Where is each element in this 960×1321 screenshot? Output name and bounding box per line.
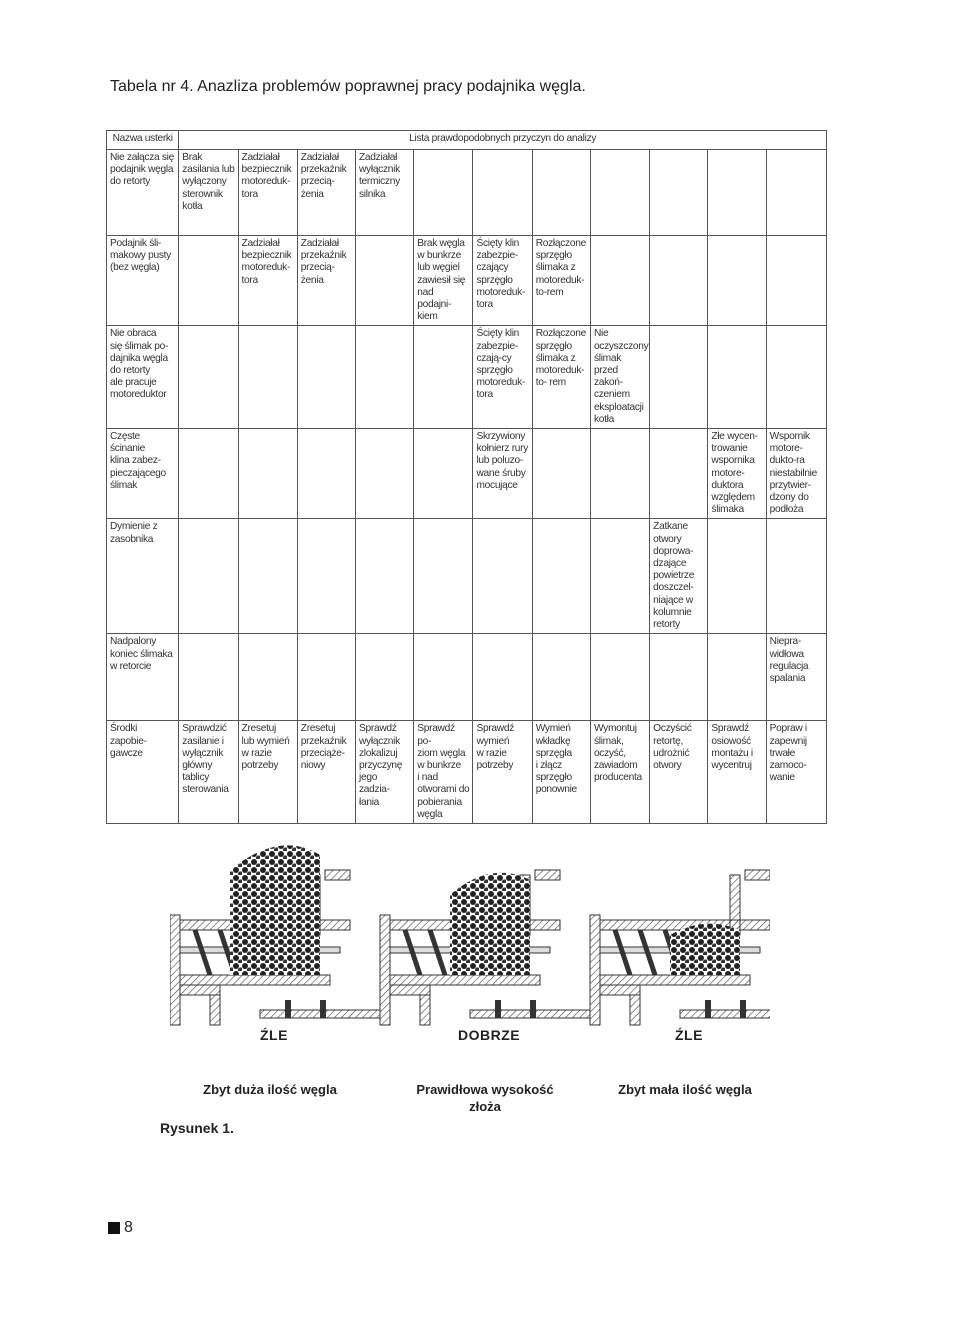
table-cell xyxy=(532,519,590,634)
table-cell: Zadziałał przekaźnik przecią- żenia xyxy=(297,150,355,236)
table-cell: Sprawdź wymień w razie potrzeby xyxy=(473,721,532,824)
table-cell: Skrzywiony kołnierz rury lub poluzo- wane śruby mocujące xyxy=(473,429,532,519)
table-row xyxy=(107,236,827,326)
table-title: Tabela nr 4. Anazliza problemów poprawnej pracy podajnika węgla. xyxy=(110,78,586,95)
page-number: 8 xyxy=(124,1219,133,1236)
table-cell xyxy=(179,429,238,519)
feeder-too-much xyxy=(170,845,380,1025)
table-cell: Niepra- widłowa regulacja spalania xyxy=(766,634,826,721)
table-cell: Brak węgla w bunkrze lub węgiel zawiesił się nad podajni- kiem xyxy=(414,236,473,326)
caption-correct: Prawidłowa wysokość złoża xyxy=(416,1082,554,1114)
table-row xyxy=(107,150,827,236)
row-label: Nadpalony koniec ślimaka w retorcie xyxy=(107,634,179,721)
table-cell xyxy=(356,326,414,429)
table-cell xyxy=(650,236,708,326)
feeder-too-little xyxy=(590,870,770,1025)
table-cell: Sprawdź osiowość montażu i wycentruj xyxy=(708,721,766,824)
table-cell xyxy=(238,519,297,634)
table-row xyxy=(107,634,827,721)
table-cell xyxy=(238,326,297,429)
table-cell xyxy=(414,429,473,519)
table-cell xyxy=(766,519,826,634)
label-bad-1: ŹLE xyxy=(260,1027,288,1043)
row-label: Środki zapobie- gawcze xyxy=(107,721,179,824)
table-cell xyxy=(708,519,766,634)
table-cell xyxy=(179,236,238,326)
table-cell xyxy=(414,519,473,634)
caption-too-little: Zbyt mała ilość węgla xyxy=(618,1082,752,1097)
table-cell xyxy=(650,326,708,429)
table-cell: Zatkane otwory doprowa- dzające powietrze doszczel- niające w kolumnie retorty xyxy=(650,519,708,634)
table-cell: Oczyścić retortę, udrożnić otwory xyxy=(650,721,708,824)
table-cell: Złe wycen- trowanie wspornika motore- duktora względem ślimaka xyxy=(708,429,766,519)
table-cell xyxy=(590,150,649,236)
table-cell xyxy=(590,519,649,634)
table-cell: Sprawdź wyłącznik zlokalizuj przyczynę jego zadzia- łania xyxy=(356,721,414,824)
table-cell xyxy=(708,236,766,326)
label-bad-2: ŹLE xyxy=(675,1027,703,1043)
table-row xyxy=(107,519,827,634)
table-cell xyxy=(179,519,238,634)
row-label: Podajnik śli- makowy pusty (bez węgla) xyxy=(107,236,179,326)
table-cell xyxy=(297,429,355,519)
table-cell: Wymień wkładkę sprzęgła i złącz sprzęgło ponownie xyxy=(532,721,590,824)
fault-analysis-table xyxy=(106,130,827,824)
table-cell xyxy=(766,150,826,236)
table-cell: Wymontuj ślimak, oczyść, zawiadom producenta xyxy=(590,721,649,824)
table-cell: Popraw i zapewnij trwałe zamoco- wanie xyxy=(766,721,826,824)
table-cell xyxy=(356,429,414,519)
table-cell xyxy=(590,429,649,519)
table-cell xyxy=(179,326,238,429)
caption-too-much: Zbyt duża ilość węgla xyxy=(203,1082,337,1097)
table-cell xyxy=(414,634,473,721)
table-cell: Brak zasilania lub wyłączony sterownik kotła xyxy=(179,150,238,236)
table-cell xyxy=(532,429,590,519)
table-cell xyxy=(650,429,708,519)
table-cell: Zadziałał bezpiecznik motoreduk- tora xyxy=(238,150,297,236)
row-label: Dymienie z zasobnika xyxy=(107,519,179,634)
feeder-correct xyxy=(380,870,590,1025)
table-cell xyxy=(532,634,590,721)
table-cell: Zresetuj lub wymień w razie potrzeby xyxy=(238,721,297,824)
table-cell xyxy=(473,519,532,634)
table-row xyxy=(107,326,827,429)
table-cell xyxy=(650,150,708,236)
row-label: Nie załącza się podajnik węgla do retorty xyxy=(107,150,179,236)
table-cell xyxy=(708,634,766,721)
table-cell: Rozłączone sprzęgło ślimaka z motoreduk- to- rem xyxy=(532,326,590,429)
table-cell xyxy=(238,634,297,721)
table-cell xyxy=(179,634,238,721)
table-cell xyxy=(414,150,473,236)
table-cell: Ścięty klin zabezpie- czają-cy sprzęgło motoreduk- tora xyxy=(473,326,532,429)
table-row xyxy=(107,429,827,519)
row-label: Częste ścinanie klina zabez- pieczającego ślimak xyxy=(107,429,179,519)
table-cell xyxy=(414,326,473,429)
table-cell xyxy=(356,236,414,326)
figure-label: Rysunek 1. xyxy=(160,1120,234,1136)
table-cell xyxy=(297,519,355,634)
row-label: Nie obraca się ślimak po- dajnika węgla do retorty ale pracuje motoreduktor xyxy=(107,326,179,429)
table-cell xyxy=(708,326,766,429)
table-cell xyxy=(297,326,355,429)
table-cell xyxy=(590,634,649,721)
table-row xyxy=(107,721,827,824)
label-good: DOBRZE xyxy=(458,1027,521,1043)
table-cell xyxy=(473,634,532,721)
table-cell xyxy=(532,150,590,236)
table-cell xyxy=(238,429,297,519)
table-cell xyxy=(473,150,532,236)
table-cell: Sprawdzić zasilanie i wyłącznik główny tablicy sterowania xyxy=(179,721,238,824)
table-cell: Ścięty klin zabezpie- czający sprzęgło motoreduk- tora xyxy=(473,236,532,326)
table-cell xyxy=(766,326,826,429)
table-cell: Zadziałał bezpiecznik motoreduk- tora xyxy=(238,236,297,326)
table-cell xyxy=(356,634,414,721)
page-marker-icon xyxy=(108,1222,120,1234)
table-cell: Zresetuj przekaźnik przeciąże- niowy xyxy=(297,721,355,824)
table-cell xyxy=(297,634,355,721)
table-cell xyxy=(708,150,766,236)
table-cell: Nie oczyszczony ślimak przed zakoń- czeniem eksploatacji kotła xyxy=(590,326,649,429)
fault-name-header: Nazwa usterki xyxy=(107,131,179,150)
table-cell xyxy=(766,236,826,326)
table-cell xyxy=(356,519,414,634)
table-cell: Wspornik motore- dukto-ra niestabilnie przytwier- dzony do podłoża xyxy=(766,429,826,519)
table-cell: Zadziałał przekaźnik przecią- żenia xyxy=(297,236,355,326)
table-cell: Rozłączone sprzęgło ślimaka z motoreduk- to-rem xyxy=(532,236,590,326)
table-cell xyxy=(590,236,649,326)
causes-header: Lista prawdopodobnych przyczyn do analizy xyxy=(179,131,827,150)
table-cell: Sprawdź po- ziom węgla w bunkrze i nad otworami do pobierania węgla xyxy=(414,721,473,824)
table-cell xyxy=(650,634,708,721)
table-cell: Zadziałał wyłącznik termiczny silnika xyxy=(356,150,414,236)
